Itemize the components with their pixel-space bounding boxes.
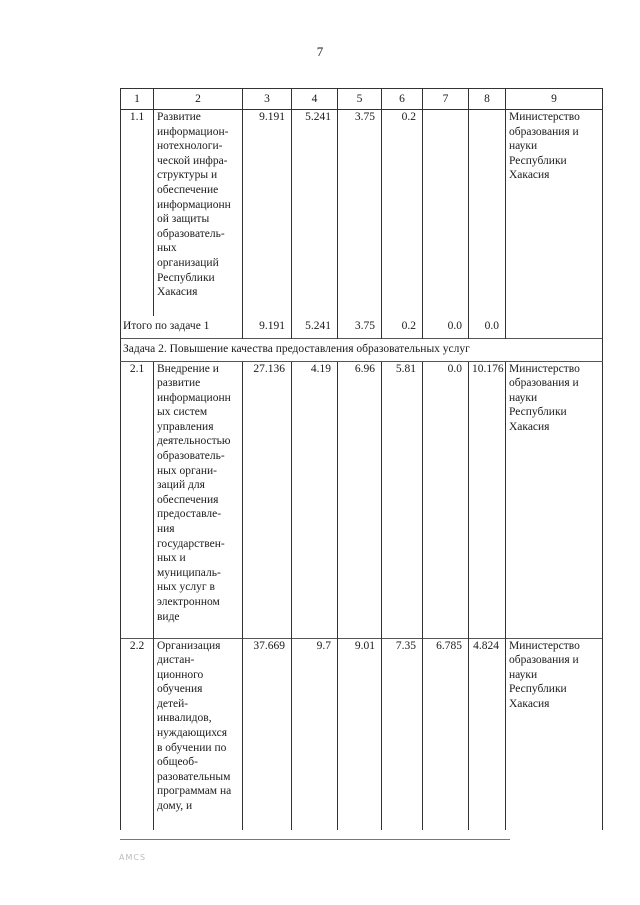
cell-value: 0.0 — [469, 316, 506, 339]
bottom-rule — [120, 839, 510, 840]
column-header: 2 — [154, 89, 243, 110]
executor: Министерство образования и науки Республики Хакасия — [506, 638, 603, 830]
total-label: Итого по задаче 1 — [121, 316, 243, 339]
table-row — [121, 638, 603, 830]
column-header: 5 — [338, 89, 382, 110]
cell-value: 5.241 — [292, 110, 338, 316]
cell-value — [469, 110, 506, 316]
cell-value: 5.241 — [292, 316, 338, 339]
cell-value: 3.75 — [338, 110, 382, 316]
cell-value: 27.136 — [243, 361, 292, 638]
column-header: 3 — [243, 89, 292, 110]
column-header-row — [121, 89, 603, 110]
page-number: 7 — [316, 44, 324, 59]
cell-value: 6.785 — [423, 638, 469, 830]
cell-value: 9.191 — [243, 110, 292, 316]
cell-value: 9.191 — [243, 316, 292, 339]
task-heading: Задача 2. Повышение качества предоставления образовательных услуг — [121, 338, 603, 361]
cell-value: 6.96 — [338, 361, 382, 638]
table-row — [121, 110, 603, 316]
measure-name: Организация дистан- ционного обучения детей- инвалидов, нуждающихся в обучении по общеоб- разовательным программам на дому, и — [154, 638, 243, 830]
executor: Министерство образования и науки Республики Хакасия — [506, 361, 603, 638]
scan-mark: AMCS — [119, 853, 147, 862]
table-row — [121, 361, 603, 638]
cell-value: 0.0 — [423, 361, 469, 638]
cell-value: 7.35 — [382, 638, 423, 830]
cell-value: 37.669 — [243, 638, 292, 830]
row-number: 1.1 — [121, 110, 154, 316]
cell-value: 4.824 — [469, 638, 506, 830]
cell-value: 5.81 — [382, 361, 423, 638]
cell-value: 0.0 — [423, 316, 469, 339]
executor: Министерство образования и науки Республики Хакасия — [506, 110, 603, 316]
cell-value: 9.7 — [292, 638, 338, 830]
column-header: 6 — [382, 89, 423, 110]
cell-value: 0.2 — [382, 110, 423, 316]
task-heading-row — [121, 338, 603, 361]
measure-name: Развитие информацион- нотехнологи- ческой инфра- структуры и обеспечение информационн ой защиты образователь- ных организаций Республики Хакасия — [154, 110, 243, 316]
column-header: 9 — [506, 89, 603, 110]
cell-value: 0.2 — [382, 316, 423, 339]
program-table — [120, 88, 602, 839]
column-header: 4 — [292, 89, 338, 110]
row-number: 2.2 — [121, 638, 154, 830]
cell-value: 9.01 — [338, 638, 382, 830]
column-header: 8 — [469, 89, 506, 110]
total-row — [121, 316, 603, 339]
cell-value: 4.19 — [292, 361, 338, 638]
row-number: 2.1 — [121, 361, 154, 638]
measure-name: Внедрение и развитие информационн ых систем управления деятельностью образователь- ных органи- заций для обеспечения предоставле- ния государствен- ных и муниципаль- ных услуг в электронном виде — [154, 361, 243, 638]
column-header: 7 — [423, 89, 469, 110]
cell-value: 10.176 — [469, 361, 506, 638]
column-header: 1 — [121, 89, 154, 110]
cell-value: 3.75 — [338, 316, 382, 339]
cell-value — [423, 110, 469, 316]
